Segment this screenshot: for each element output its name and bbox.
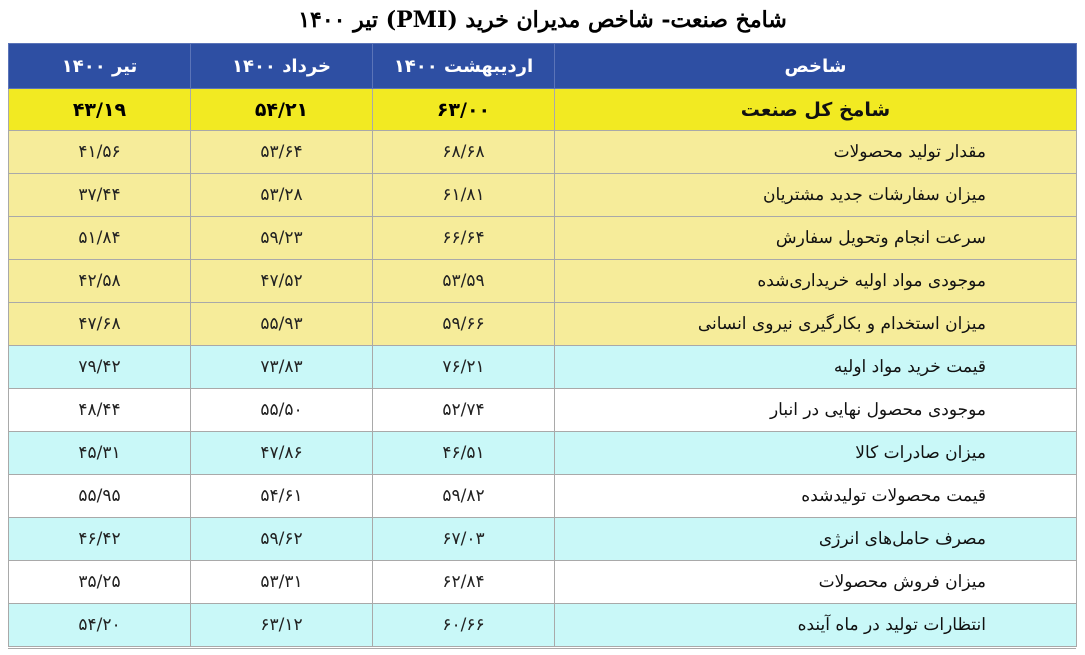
row-value-khordad: ۵۵/۹۳ bbox=[191, 303, 373, 346]
row-name: موجودی مواد اولیه خریداری‌شده bbox=[555, 260, 1077, 303]
row-value-khordad: ۵۳/۳۱ bbox=[191, 561, 373, 604]
row-value-tir: ۴۷/۶۸ bbox=[9, 303, 191, 346]
row-name: میزان استخدام و بکارگیری نیروی انسانی bbox=[555, 303, 1077, 346]
row-value-ordibehesht: ۴۶/۵۱ bbox=[373, 432, 555, 475]
row-value-ordibehesht: ۵۳/۵۹ bbox=[373, 260, 555, 303]
row-value-ordibehesht: ۵۹/۶۶ bbox=[373, 303, 555, 346]
row-value-khordad: ۷۳/۸۳ bbox=[191, 346, 373, 389]
row-value-tir: ۳۵/۲۵ bbox=[9, 561, 191, 604]
total-value-tir: ۴۳/۱۹ bbox=[9, 89, 191, 131]
table-row bbox=[9, 131, 1077, 174]
row-name: میزان صادرات کالا bbox=[555, 432, 1077, 475]
pmi-table bbox=[8, 43, 1077, 647]
table-bottom-border bbox=[8, 648, 1076, 649]
table-row bbox=[9, 475, 1077, 518]
row-value-ordibehesht: ۶۷/۰۳ bbox=[373, 518, 555, 561]
row-name: قیمت محصولات تولیدشده bbox=[555, 475, 1077, 518]
row-value-khordad: ۴۷/۵۲ bbox=[191, 260, 373, 303]
row-value-khordad: ۵۹/۲۳ bbox=[191, 217, 373, 260]
row-value-tir: ۴۶/۴۲ bbox=[9, 518, 191, 561]
row-value-khordad: ۴۷/۸۶ bbox=[191, 432, 373, 475]
row-value-tir: ۷۹/۴۲ bbox=[9, 346, 191, 389]
table-row bbox=[9, 389, 1077, 432]
table-row bbox=[9, 303, 1077, 346]
total-value-ordibehesht: ۶۳/۰۰ bbox=[373, 89, 555, 131]
table-row bbox=[9, 604, 1077, 647]
row-value-tir: ۴۲/۵۸ bbox=[9, 260, 191, 303]
row-value-tir: ۵۱/۸۴ bbox=[9, 217, 191, 260]
table-row bbox=[9, 432, 1077, 475]
row-name: مصرف حامل‌های انرژی bbox=[555, 518, 1077, 561]
total-name: شامخ کل صنعت bbox=[555, 89, 1077, 131]
row-name: میزان سفارشات جدید مشتریان bbox=[555, 174, 1077, 217]
row-value-khordad: ۶۳/۱۲ bbox=[191, 604, 373, 647]
row-name: میزان فروش محصولات bbox=[555, 561, 1077, 604]
table-row bbox=[9, 518, 1077, 561]
row-value-khordad: ۵۹/۶۲ bbox=[191, 518, 373, 561]
total-value-khordad: ۵۴/۲۱ bbox=[191, 89, 373, 131]
table-row bbox=[9, 260, 1077, 303]
table-row bbox=[9, 174, 1077, 217]
row-value-ordibehesht: ۵۲/۷۴ bbox=[373, 389, 555, 432]
header-tir: تیر ۱۴۰۰ bbox=[9, 44, 191, 89]
table-row bbox=[9, 217, 1077, 260]
row-value-khordad: ۵۴/۶۱ bbox=[191, 475, 373, 518]
header-indicator: شاخص bbox=[555, 44, 1077, 89]
row-value-khordad: ۵۳/۲۸ bbox=[191, 174, 373, 217]
row-value-tir: ۴۸/۴۴ bbox=[9, 389, 191, 432]
page-title: شامخ صنعت- شاخص مدیران خرید (PMI) تیر ۱۴۰۰ bbox=[298, 7, 787, 33]
table-row bbox=[9, 346, 1077, 389]
table-body bbox=[9, 89, 1077, 647]
row-value-ordibehesht: ۷۶/۲۱ bbox=[373, 346, 555, 389]
row-name: قیمت خرید مواد اولیه bbox=[555, 346, 1077, 389]
row-value-ordibehesht: ۶۶/۶۴ bbox=[373, 217, 555, 260]
row-value-tir: ۴۱/۵۶ bbox=[9, 131, 191, 174]
total-row bbox=[9, 89, 1077, 131]
row-value-ordibehesht: ۵۹/۸۲ bbox=[373, 475, 555, 518]
row-value-tir: ۳۷/۴۴ bbox=[9, 174, 191, 217]
row-value-tir: ۵۴/۲۰ bbox=[9, 604, 191, 647]
table-header bbox=[9, 44, 1077, 89]
row-value-ordibehesht: ۶۲/۸۴ bbox=[373, 561, 555, 604]
row-name: موجودی محصول نهایی در انبار bbox=[555, 389, 1077, 432]
row-name: انتظارات تولید در ماه آینده bbox=[555, 604, 1077, 647]
header-ordibehesht: اردیبهشت ۱۴۰۰ bbox=[373, 44, 555, 89]
row-value-ordibehesht: ۶۸/۶۸ bbox=[373, 131, 555, 174]
row-name: سرعت انجام وتحویل سفارش bbox=[555, 217, 1077, 260]
row-value-ordibehesht: ۶۰/۶۶ bbox=[373, 604, 555, 647]
row-value-khordad: ۵۳/۶۴ bbox=[191, 131, 373, 174]
row-value-ordibehesht: ۶۱/۸۱ bbox=[373, 174, 555, 217]
row-name: مقدار تولید محصولات bbox=[555, 131, 1077, 174]
header-khordad: خرداد ۱۴۰۰ bbox=[191, 44, 373, 89]
row-value-tir: ۴۵/۳۱ bbox=[9, 432, 191, 475]
table-row bbox=[9, 561, 1077, 604]
header-row bbox=[9, 44, 1077, 89]
row-value-khordad: ۵۵/۵۰ bbox=[191, 389, 373, 432]
row-value-tir: ۵۵/۹۵ bbox=[9, 475, 191, 518]
